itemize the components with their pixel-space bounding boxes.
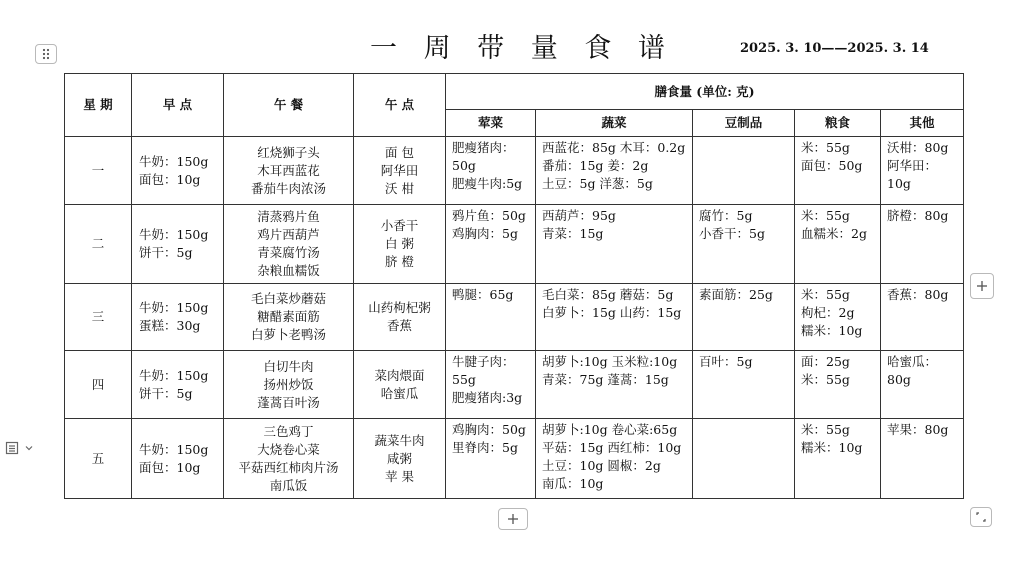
cell-lunch — [224, 284, 354, 351]
page-title: 一 周 带 量 食 谱 — [370, 33, 674, 64]
cell-line: 糯米：10g — [801, 440, 863, 455]
cell-line: 脐橙：80g — [887, 208, 949, 223]
cell-grain — [795, 137, 881, 205]
plus-icon — [976, 280, 988, 292]
cell-veg — [536, 205, 693, 284]
cell-line: 大烧卷心菜 — [257, 441, 320, 457]
resize-corner-icon — [975, 511, 987, 523]
cell-breakfast — [132, 284, 224, 351]
cell-lunch — [224, 205, 354, 284]
header-breakfast: 早 点 — [132, 74, 224, 137]
header-grain: 粮食 — [795, 110, 881, 137]
cell-snack — [354, 284, 446, 351]
cell-soy — [693, 419, 795, 499]
cell-line: 米：55g — [801, 422, 850, 437]
header-lunch: 午 餐 — [224, 74, 354, 137]
cell-line: 沃 柑 — [385, 180, 414, 196]
drag-grip-icon — [41, 48, 51, 60]
cell-line: 清蒸鸦片鱼 — [257, 209, 320, 224]
cell-line: 脐 橙 — [385, 254, 414, 269]
table-row — [65, 419, 964, 499]
cell-line: 小香干 — [380, 218, 419, 233]
cell-line: 菜肉煨面 — [374, 367, 425, 383]
cell-line: 胡萝卜:10g 卷心菜:65g — [542, 422, 678, 437]
cell-snack — [354, 205, 446, 284]
cell-line: 牛奶：150g — [139, 300, 209, 315]
table-row — [65, 284, 964, 351]
cell-line: 毛白菜：85g 蘑菇：5g — [542, 287, 674, 302]
cell-soy — [693, 205, 795, 284]
cell-line: 白 粥 — [385, 236, 414, 251]
cell-line: 香蕉：80g — [887, 287, 949, 302]
cell-line: 胡萝卜:10g 玉米粒:10g — [542, 354, 678, 369]
cell-line: 咸粥 — [386, 450, 412, 466]
plus-icon — [507, 513, 519, 525]
cell-line: 鸡胸肉：5g — [452, 226, 518, 241]
cell-meat — [446, 205, 536, 284]
cell-line: 阿华田： — [887, 158, 938, 173]
cell-line: 白萝卜：15g 山药：15g — [542, 305, 682, 320]
cell-line: 白切牛肉 — [263, 358, 314, 374]
cell-line: 苹 果 — [385, 468, 414, 484]
cell-soy — [693, 351, 795, 419]
add-row-button[interactable] — [498, 508, 528, 530]
date-range: 2025. 3. 10——2025. 3. 14 — [740, 41, 929, 56]
cell-line: 面包：10g — [139, 459, 201, 475]
cell-line: 南瓜饭 — [269, 477, 308, 493]
cell-line: 牛腱子肉： — [452, 354, 515, 369]
cell-grain — [795, 205, 881, 284]
cell-line: 牛奶：150g — [139, 153, 209, 169]
header-other: 其他 — [881, 110, 964, 137]
cell-line: 红烧狮子头 — [257, 144, 320, 160]
paragraph-icon — [4, 440, 20, 456]
cell-line: 平菇：15g 西红柿：10g — [542, 440, 682, 455]
header-weekday: 星 期 — [65, 74, 132, 137]
cell-line: 小香干：5g — [699, 226, 765, 241]
cell-line: 沃柑：80g — [887, 140, 949, 155]
cell-line: 鸡胸肉：50g — [452, 422, 526, 437]
cell-line: 西葫芦：95g — [542, 208, 616, 223]
cell-snack — [354, 419, 446, 499]
cell-line: 米：55g — [801, 140, 850, 155]
cell-line: 米：55g — [801, 287, 850, 302]
cell-snack — [354, 351, 446, 419]
cell-grain — [795, 351, 881, 419]
chevron-down-icon — [24, 443, 34, 453]
cell-line: 木耳西蓝花 — [257, 162, 320, 178]
cell-line: 鸭腿：65g — [452, 287, 514, 302]
cell-line: 哈蜜瓜： — [887, 354, 938, 369]
header-meat: 荤菜 — [446, 110, 536, 137]
cell-other — [881, 205, 964, 284]
cell-line: 扬州炒饭 — [263, 376, 314, 392]
cell-line: 哈蜜瓜 — [380, 385, 419, 401]
header-soy: 豆制品 — [693, 110, 795, 137]
cell-line: 枸杞：2g — [801, 305, 855, 320]
cell-snack — [354, 137, 446, 205]
cell-line: 阿华田 — [380, 162, 419, 178]
cell-line: 平菇西红柿肉片汤 — [238, 459, 339, 475]
add-column-button[interactable] — [970, 273, 994, 299]
cell-line: 饼干：5g — [139, 385, 193, 401]
cell-line: 血糯米：2g — [801, 226, 867, 241]
cell-line: 青菜：15g — [542, 226, 604, 241]
cell-lunch — [224, 419, 354, 499]
cell-line: 苹果：80g — [887, 422, 949, 437]
cell-line: 毛白菜炒蘑菇 — [250, 291, 326, 306]
cell-line: 牛奶：150g — [139, 227, 209, 242]
cell-line: 蓬蒿百叶汤 — [257, 394, 320, 410]
cell-veg — [536, 351, 693, 419]
cell-line: 香蕉 — [386, 318, 412, 333]
header-snack: 午 点 — [354, 74, 446, 137]
cell-line: 南瓜：10g — [542, 476, 604, 491]
cell-line: 糖醋素面筋 — [257, 309, 320, 324]
cell-line: 一 — [91, 162, 105, 178]
cell-line: 10g — [887, 176, 911, 191]
cell-line: 糯米：10g — [801, 323, 863, 338]
cell-meat — [446, 351, 536, 419]
cell-line: 腐竹：5g — [699, 208, 753, 223]
cell-line: 四 — [91, 376, 105, 392]
cell-line: 牛奶：150g — [139, 441, 209, 457]
cell-line: 五 — [91, 450, 105, 466]
cell-line: 素面筋：25g — [699, 287, 773, 302]
cell-line: 三色鸡丁 — [263, 423, 314, 439]
cell-line: 三 — [91, 309, 105, 324]
cell-line: 面 包 — [385, 144, 414, 160]
cell-line: 米：55g — [801, 208, 850, 223]
cell-soy — [693, 284, 795, 351]
header-intake: 膳食量 (单位: 克) — [446, 74, 964, 110]
cell-line: 蛋糕：30g — [139, 318, 201, 333]
cell-line: 番茄：15g 姜：2g — [542, 158, 649, 173]
cell-day — [65, 284, 132, 351]
cell-line: 面包：10g — [139, 171, 201, 187]
cell-day — [65, 419, 132, 499]
table-move-handle[interactable] — [35, 44, 57, 64]
table-row — [65, 205, 964, 284]
cell-veg — [536, 419, 693, 499]
cell-line: 西蓝花：85g 木耳：0.2g — [542, 140, 686, 155]
cell-line: 蔬菜牛肉 — [374, 432, 425, 448]
cell-day — [65, 351, 132, 419]
cell-breakfast — [132, 137, 224, 205]
cell-line: 饼干：5g — [139, 245, 193, 260]
cell-line: 土豆：10g 圆椒：2g — [542, 458, 661, 473]
cell-line: 杂粮血糯饭 — [257, 263, 320, 278]
cell-day — [65, 137, 132, 205]
cell-line: 白萝卜老鸭汤 — [250, 327, 326, 342]
cell-line: 50g — [452, 158, 476, 173]
cell-line: 青菜：75g 蓬蒿：15g — [542, 372, 669, 387]
cell-line: 牛奶：150g — [139, 367, 209, 383]
row-style-menu[interactable] — [4, 440, 34, 456]
cell-line: 肥瘦猪肉:3g — [452, 390, 523, 405]
cell-line: 山药枸杞粥 — [368, 300, 431, 315]
cell-soy — [693, 137, 795, 205]
cell-line: 面：25g — [801, 354, 850, 369]
cell-line: 肥瘦牛肉:5g — [452, 176, 523, 191]
cell-lunch — [224, 137, 354, 205]
cell-veg — [536, 137, 693, 205]
cell-other — [881, 284, 964, 351]
cell-line: 80g — [887, 372, 911, 387]
cell-line: 二 — [91, 236, 105, 251]
header-veg: 蔬菜 — [536, 110, 693, 137]
cell-breakfast — [132, 351, 224, 419]
cell-line: 百叶：5g — [699, 354, 753, 369]
cell-breakfast — [132, 205, 224, 284]
cell-veg — [536, 284, 693, 351]
cell-line: 米：55g — [801, 372, 850, 387]
table-row — [65, 137, 964, 205]
cell-grain — [795, 419, 881, 499]
weekly-menu-table — [64, 73, 964, 499]
cell-other — [881, 419, 964, 499]
cell-breakfast — [132, 419, 224, 499]
cell-line: 面包：50g — [801, 158, 863, 173]
cell-lunch — [224, 351, 354, 419]
cell-line: 鸦片鱼：50g — [452, 208, 526, 223]
table-row — [65, 351, 964, 419]
cell-day — [65, 205, 132, 284]
cell-line: 肥瘦猪肉： — [452, 140, 515, 155]
cell-line: 青菜腐竹汤 — [257, 245, 320, 260]
cell-line: 鸡片西葫芦 — [257, 227, 320, 242]
cell-other — [881, 137, 964, 205]
cell-line: 土豆：5g 洋葱：5g — [542, 176, 653, 191]
cell-line: 里脊肉：5g — [452, 440, 518, 455]
cell-line: 番茄牛肉浓汤 — [250, 180, 326, 196]
cell-line: 55g — [452, 372, 476, 387]
cell-other — [881, 351, 964, 419]
cell-meat — [446, 419, 536, 499]
cell-meat — [446, 284, 536, 351]
table-resize-handle[interactable] — [970, 507, 992, 527]
cell-meat — [446, 137, 536, 205]
cell-grain — [795, 284, 881, 351]
